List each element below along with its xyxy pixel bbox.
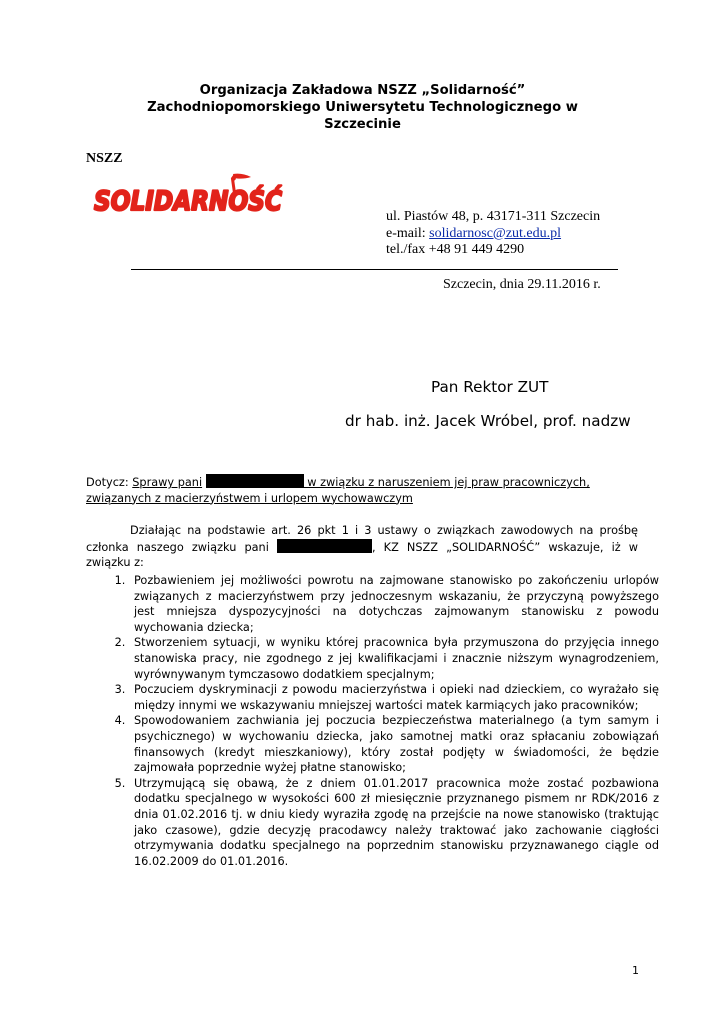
email-link[interactable]: solidarnosc@zut.edu.pl — [429, 225, 562, 241]
header-line-1: Organizacja Zakładowa NSZZ „Solidarność” — [199, 83, 526, 98]
redaction-box — [206, 474, 304, 488]
recipient-title: Pan Rektor ZUT — [431, 378, 549, 396]
subject-text-after: w związku z naruszeniem jej praw pracowniczych, związanych z macierzyństwem i urlopem wychowawczym — [86, 476, 590, 505]
address-phone: tel./fax +48 91 449 4290 — [386, 242, 525, 257]
date-line: Szczecin, dnia 29.11.2016 r. — [443, 277, 601, 292]
page-number: 1 — [632, 964, 639, 977]
grievance-list — [107, 573, 659, 869]
intro-paragraph — [86, 523, 638, 571]
recipient-name: dr hab. inż. Jacek Wróbel, prof. nadzw — [345, 412, 631, 430]
intro-part-1: Działając na podstawie art. 26 pkt 1 i 3 ustawy o związkach zawodowych na prośbę członka naszego związku pani — [86, 524, 638, 554]
intro-part-2: , KZ NSZZ „SOLIDARNOŚĆ” wskazuje, iż w związku z: — [86, 540, 639, 570]
logo-prefix: NSZZ — [86, 151, 123, 166]
solidarnosc-logo — [93, 170, 313, 218]
header-line-2: Zachodniopomorskiego Uniwersytetu Technologicznego w — [147, 100, 578, 115]
header-line-3: Szczecinie — [324, 117, 401, 132]
list-item: 2. Stworzeniem sytuacji, w wyniku której pracownica była przymuszona do przyjęcia innego stanowiska pracy, nie zgodnego z jej kwalifikacjami i znacznie niższym wynagrodzeniem, wyrównywanym tymczasowo dodatkiem specjalnym; — [129, 635, 659, 682]
address-street: ul. Piastów 48, p. 43171-311 Szczecin — [386, 209, 601, 224]
subject-label: Dotycz: — [86, 476, 133, 489]
organization-header — [120, 82, 605, 133]
address-email-line — [386, 226, 600, 243]
list-item: 5. Utrzymującą się obawą, że z dniem 01.01.2017 pracownica może zostać pozbawiona dodatku specjalnego w wysokości 600 zł miesięcznie przyznanego pismem nr RDK/2016 z dnia 01.02.2016 tj. w dniu kiedy wyraziła zgodę na przejście na nowe stanowisko (traktując jako czasowe), gdzie decyzję pracodawcy należy traktować jako zachowanie ciągłości otrzymywania dodatku specjalnego na poprzednim stanowisku przyznawanego ciągle od 16.02.2009 do 01.01.2016. — [129, 776, 659, 870]
list-item: 1. Pozbawieniem jej możliwości powrotu na zajmowane stanowisko po zakończeniu urlopów związanych z macierzyństwem przy jednoczesnym wskazaniu, że przyczyną powyższego jest mniejsza dyspozycyjności na dotychczas zajmowanym stanowisku z powodu wychowania dziecka; — [129, 573, 659, 635]
header-divider — [131, 269, 618, 270]
list-item: 4. Spowodowaniem zachwiania jej poczucia bezpieczeństwa materialnego (a tym samym i psychicznego) w wychowaniu dziecka, jako samotnej matki oraz spłacaniu zobowiązań finansowych (kredyt mieszkaniowy), który został podjęty w świadomości, że będzie zajmowała poprzednie wyżej płatne stanowisko; — [129, 713, 659, 775]
address-block — [386, 209, 600, 259]
list-item: 3. Poczuciem dyskryminacji z powodu macierzyństwa i opieki nad dzieckiem, co wyrażało się między innymi we wskazywaniu mniejszej wartości matek karmiących jako pracowników; — [129, 682, 659, 713]
logo-wordmark: SOLIDARNOŚĆ — [94, 186, 313, 217]
subject-text-before: Sprawy pani — [132, 476, 203, 489]
email-label: e-mail: — [386, 225, 430, 241]
subject-line — [86, 474, 638, 506]
redaction-box — [277, 539, 372, 553]
